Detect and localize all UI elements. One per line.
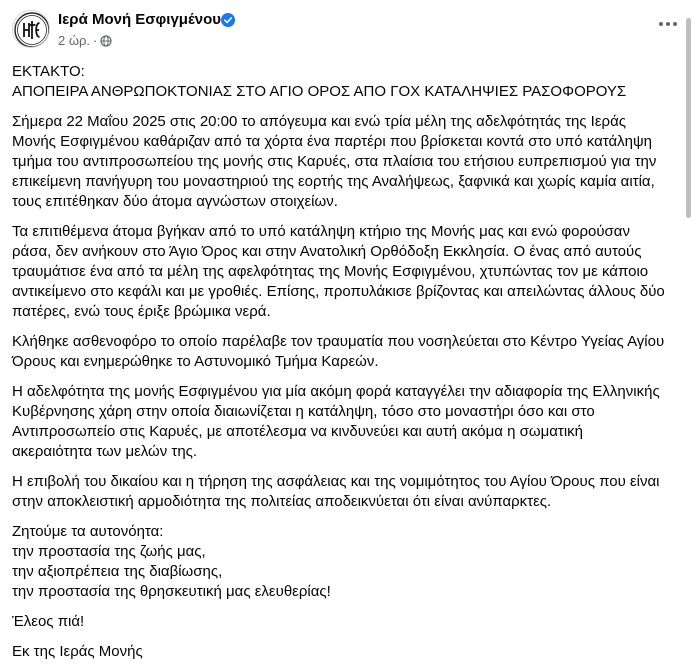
paragraph-2 [12, 222, 682, 322]
scrollbar[interactable] [686, 0, 692, 650]
text-line: ΕΚΤΑΚΤΟ: [12, 63, 85, 80]
more-horizontal-icon [659, 22, 663, 26]
text-line: την προστασία της ζωής μας, [12, 543, 206, 560]
text-line: αντικείμενο στο κεφάλι και με γροθιές. Επίσης, προπυλάκισε βρίζοντας και απειλώντας άλλους δύο [12, 283, 665, 300]
text-line: την προστασία της θρησκευτική μας ελευθερίας! [12, 583, 331, 600]
text-line: Έλεος πιά! [12, 613, 85, 630]
text-line: πατέρες, ενώ τους έριξε βρώμικα νερά. [12, 303, 271, 320]
page-avatar[interactable] [12, 10, 50, 48]
text-line: την αξιοπρέπεια της διαβίωσης, [12, 563, 223, 580]
page-name-link[interactable]: Ιερά Μονή Εσφιγμένου [58, 11, 221, 28]
paragraph-8 [12, 642, 682, 662]
text-line: Κυβέρνησης χάρη στην οποία διαιωνίζεται η κατάληψη, τόσο στο μοναστήρι όσο και στο [12, 403, 595, 420]
monastery-logo-icon [13, 11, 50, 48]
more-options-button[interactable] [654, 12, 682, 36]
text-line: Σήμερα 22 Μαΐου 2025 στις 20:00 το απόγευμα και ενώ τρία μέλη της αδελφότητάς της Ιεράς [12, 113, 626, 130]
text-line: ΑΠΟΠΕΙΡΑ ΑΝΘΡΩΠΟΚΤΟΝΙΑΣ ΣΤΟ ΑΓΙΟ ΟΡΟΣ ΑΠΟ ΓΟΧ ΚΑΤΑΛΗΨΙΕΣ ΡΑΣΟΦΟΡΟΥΣ [12, 83, 627, 100]
more-dot [666, 22, 670, 26]
text-line: Όρους και ενημερώθηκε το Αστυνομικό Τμήμα Καρεών. [12, 353, 379, 370]
paragraph-1 [12, 112, 682, 212]
scrollbar-thumb[interactable] [686, 18, 691, 218]
more-dot [673, 22, 677, 26]
text-line: Η επιβολή του δικαίου και η τήρηση της ασφάλειας και της νομιμότητος του Αγίου Όρους που είναι [12, 473, 660, 490]
paragraph-7 [12, 612, 682, 632]
meta-separator: · [93, 33, 98, 48]
verified-badge-icon [221, 13, 235, 27]
text-line: Μονής Εσφιγμένου καθάριζαν από τα χόρτα ένα παρτέρι που βρίσκεται κοντά στο υπό κατάληψη [12, 133, 653, 150]
paragraph-3 [12, 332, 682, 372]
post-body [12, 62, 682, 672]
text-line: ράσα, δεν ανήκουν στο Άγιο Όρος και στην Ανατολική Ορθόδοξη Εκκλησία. Ο ένας από αυτούς [12, 243, 642, 260]
text-line: τμήμα του αντιπροσωπείου της μονής στις Καρυές, στα πλαίσια του ετήσιου ευπρεπισμού για την [12, 153, 657, 170]
globe-icon[interactable] [100, 35, 112, 47]
paragraph-4 [12, 382, 682, 462]
text-line: Τα επιτιθέμενα άτομα βγήκαν από το υπό κατάληψη κτήριο της Μονής μας και ενώ φορούσαν [12, 223, 630, 240]
paragraph-5 [12, 472, 682, 512]
text-line: τραυμάτισε ένα από τα μέλη της αφελφότητας της Μονής Εσφιγμένου, χτυπώντας τον με κάποιο [12, 263, 649, 280]
text-line: στην αποκλειστική αρμοδιότητα της πολιτείας αποδεικνύεται ότι είναι ανύπαρκτες. [12, 493, 552, 510]
text-line: Αντιπροσωπείο στις Καρυές, με αποτέλεσμα να κινδυνεύει και αυτή ακόμα η σωματική [12, 423, 584, 440]
text-line: Κλήθηκε ασθενοφόρο το οποίο παρέλαβε τον τραυματία που νοσηλεύεται στο Κέντρο Υγείας Αγίου [12, 333, 665, 350]
post-time-link[interactable]: 2 ώρ. [58, 33, 90, 48]
text-line: ακεραιότητα των μελών της. [12, 443, 198, 460]
text-line: Εκ της Ιεράς Μονής [12, 643, 143, 660]
post-meta [58, 33, 112, 48]
text-line: Ζητούμε τα αυτονόητα: [12, 523, 164, 540]
text-line: τους επιτέθηκαν δύο άτομα αγνώστων στοιχείων. [12, 193, 338, 210]
post-header [12, 10, 682, 54]
text-line: επικείμενη πανήγυρη του μοναστηριού της εορτής της Αναλήψεως, ξαφνικά και χωρίς καμία αιτία, [12, 173, 655, 190]
paragraph-6 [12, 522, 682, 602]
post-heading [12, 62, 682, 102]
text-line: Η αδελφότητα της μονής Εσφιγμένου για μία ακόμη φορά καταγγέλει την αδιαφορία της Ελληνικής [12, 383, 660, 400]
